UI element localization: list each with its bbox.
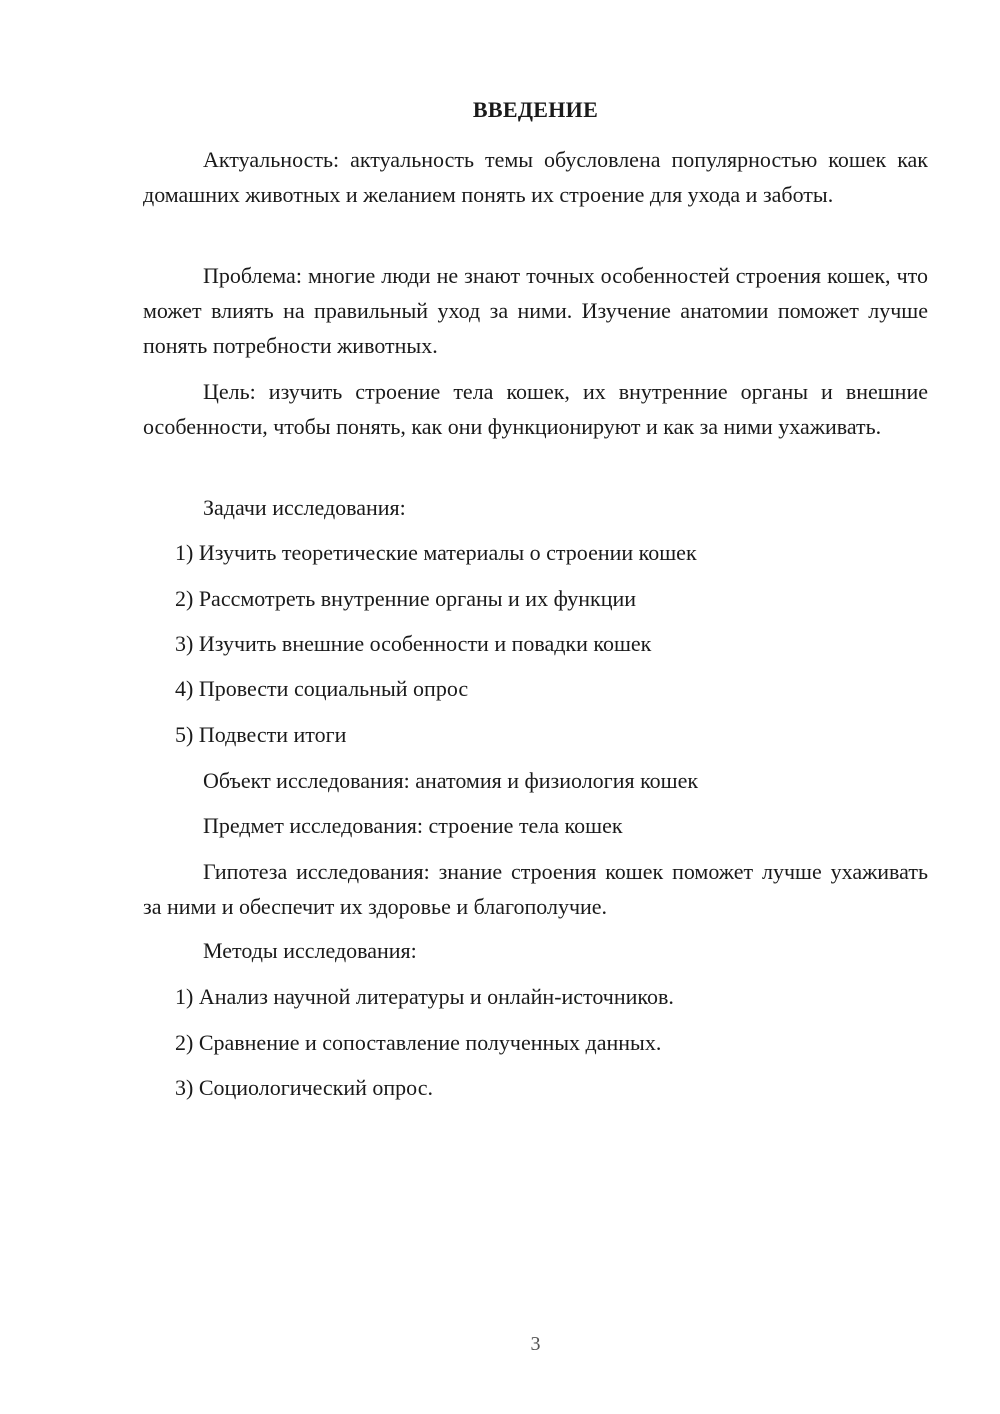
object-line: Объект исследования: анатомия и физиология кошек	[203, 768, 699, 793]
goal-paragraph: Цель: изучить строение тела кошек, их внутренние органы и внешние особенности, чтобы понять, как они функционируют и как за ними ухаживать.	[143, 379, 928, 439]
problem-paragraph: Проблема: многие люди не знают точных особенностей строения кошек, что может влиять на правильный уход за ними. Изучение анатомии поможет лучше понять потребности животных.	[143, 263, 928, 358]
task-item: 4) Провести социальный опрос	[175, 676, 469, 701]
section-heading: ВВЕДЕНИЕ	[472, 97, 599, 122]
methods-title: Методы исследования:	[203, 938, 417, 963]
subject-line: Предмет исследования: строение тела кошек	[203, 813, 623, 838]
task-item: 5) Подвести итоги	[175, 722, 347, 747]
tasks-title: Задачи исследования:	[203, 495, 406, 520]
relevance-paragraph: Актуальность: актуальность темы обусловлена популярностью кошек как домашних животных и желанием понять их строение для ухода и заботы.	[143, 147, 928, 207]
method-item: 1) Анализ научной литературы и онлайн-источников.	[175, 984, 674, 1009]
page-number: 3	[530, 1333, 541, 1355]
document-page	[143, 0, 928, 1414]
method-item: 2) Сравнение и сопоставление полученных данных.	[175, 1030, 662, 1055]
task-item: 3) Изучить внешние особенности и повадки кошек	[175, 631, 652, 656]
task-item: 1) Изучить теоретические материалы о строении кошек	[175, 540, 697, 565]
hypothesis-paragraph: Гипотеза исследования: знание строения кошек поможет лучше ухаживать за ними и обеспечит их здоровье и благополучие.	[143, 859, 928, 919]
task-item: 2) Рассмотреть внутренние органы и их функции	[175, 586, 637, 611]
method-item: 3) Социологический опрос.	[175, 1075, 433, 1100]
